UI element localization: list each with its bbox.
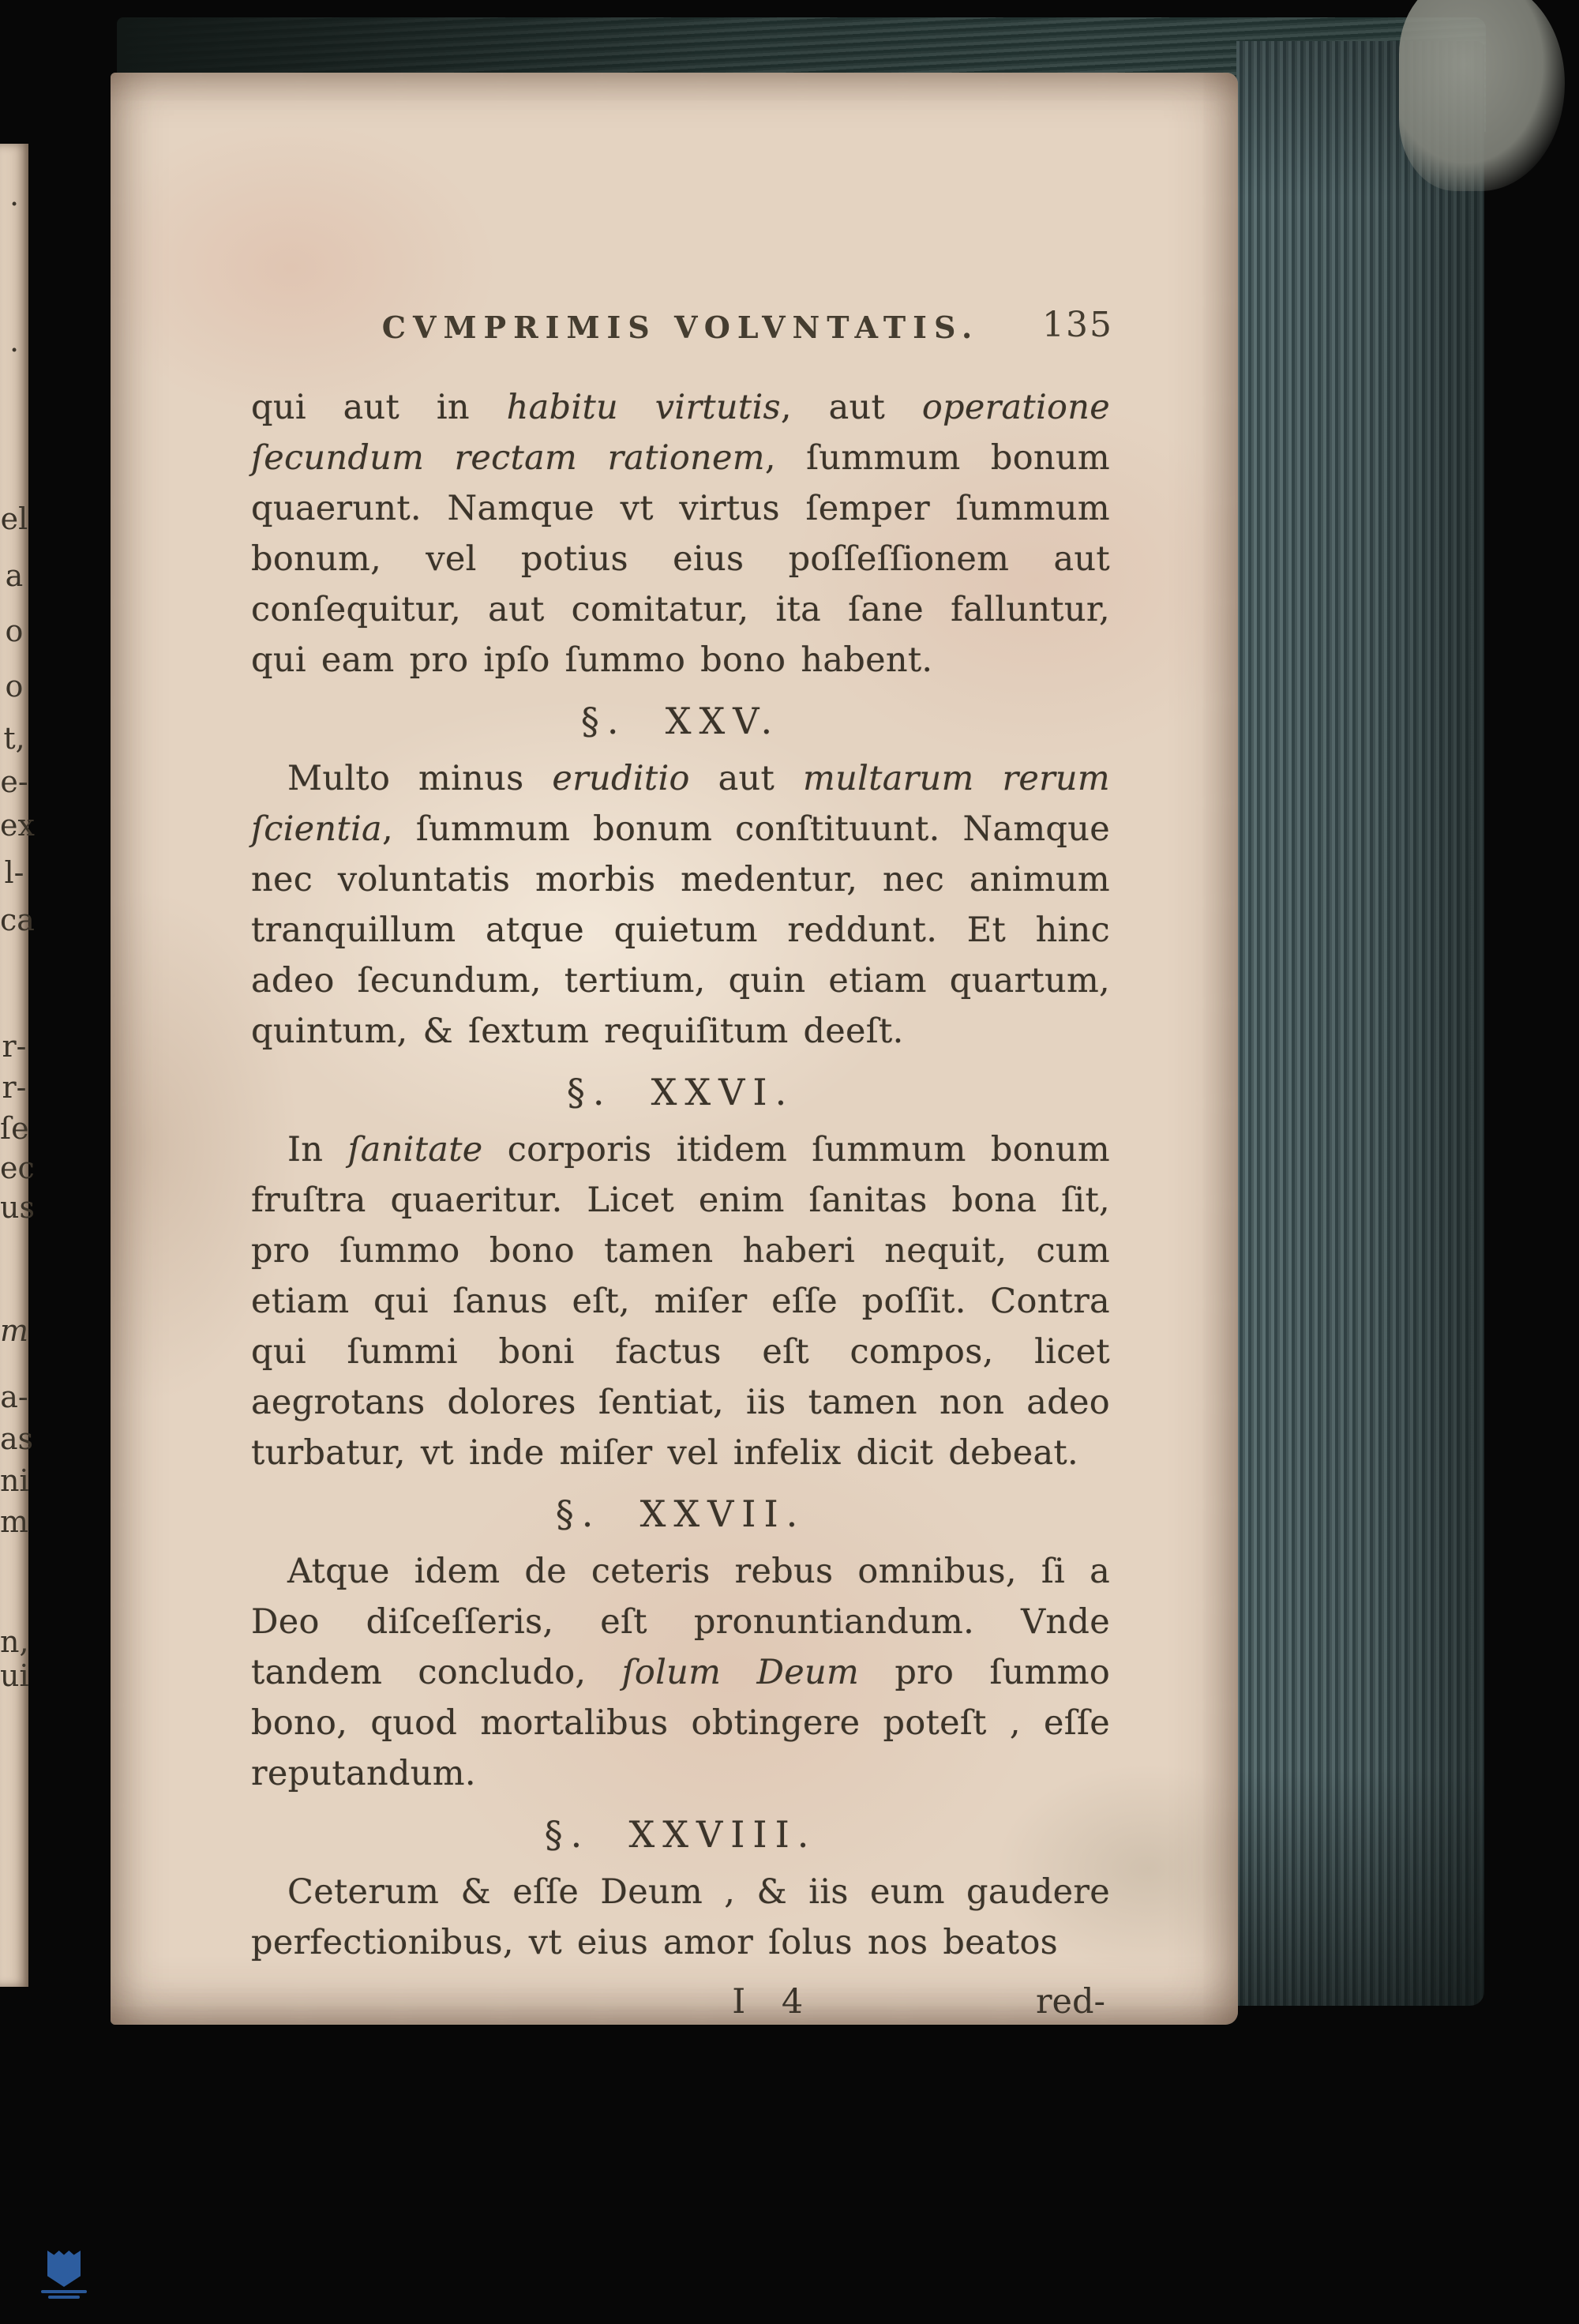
italic-text-segment: ſolum Deum xyxy=(621,1653,860,1692)
facing-page-text-fragment: o xyxy=(5,669,24,704)
paragraph xyxy=(251,382,1110,685)
cover-worn-corner xyxy=(1399,0,1565,191)
facing-page-text-fragment: ec xyxy=(0,1151,35,1185)
italic-text-segment: habitu virtutis xyxy=(506,388,781,427)
text-segment: pro ſummo bono, quod mortalibus obtingere poteſt , eſſe reputandum. xyxy=(251,1653,1111,1793)
text-segment: In xyxy=(287,1130,348,1170)
facing-page-text-fragment: ſe xyxy=(0,1111,29,1146)
signature-mark: I 4 xyxy=(732,1982,816,2022)
section-heading: §. XXVI. xyxy=(566,1071,795,1113)
facing-page-text-fragment: as xyxy=(0,1421,34,1456)
section-heading: §. XXVIII. xyxy=(544,1813,817,1856)
paragraph xyxy=(251,1867,1110,1968)
facing-page-text-fragment: us xyxy=(0,1190,35,1225)
text-segment: , ſummum bonum quaerunt. Namque vt virtus ſemper ſummum bonum, vel potius eius poſſeſſionem aut conſequitur, aut comitatur, ita ſane falluntur, qui eam pro ipſo ſummo bono habent. xyxy=(251,438,1110,680)
facing-page-sliver xyxy=(0,144,35,1987)
text-segment: qui aut in xyxy=(251,388,507,427)
facing-page-text-fragment: o xyxy=(5,614,24,648)
facing-page-text-fragment: . xyxy=(9,178,20,212)
text-segment: Multo minus xyxy=(287,759,553,798)
facing-page-text-fragment: e- xyxy=(0,764,28,799)
text-segment: corporis itidem ſummum bonum fruſtra quaeritur. Licet enim ſanitas bona ſit, pro ſummo bono tamen haberi nequit, cum etiam qui ſanus eſt, miſer eſſe poſſit. Contra qui ſummi boni factus eſt compos, licet aegrotans dolores ſentiat, iis tamen non adeo turbatur, vt inde miſer vel infelix dicit debeat. xyxy=(251,1130,1110,1473)
running-header xyxy=(251,305,1113,359)
text-segment: , aut xyxy=(780,388,922,427)
facing-page-text-fragment: l- xyxy=(4,855,24,890)
text-segment: Ceterum & eſſe Deum , & iis eum gaudere perfectionibus, vt eius amor ſolus nos beatos xyxy=(251,1872,1110,1962)
facing-page-text-fragment: r- xyxy=(2,1029,27,1064)
facing-page-text-fragment: ni xyxy=(0,1463,29,1498)
facing-page-text-fragment: ex xyxy=(0,808,35,843)
section-heading: §. XXV. xyxy=(580,700,781,742)
facing-page-text-fragment: m xyxy=(0,1313,29,1348)
facing-page-text-fragment: . xyxy=(9,324,20,359)
facing-page-text-fragment: m xyxy=(0,1504,29,1539)
running-header-title: CVMPRIMIS VOLVNTATIS. xyxy=(381,310,980,345)
facing-page-text-fragment: a xyxy=(5,558,24,593)
page-content xyxy=(251,382,1110,1968)
facing-page-text-fragment: t, xyxy=(3,721,25,756)
italic-text-segment: ſanitate xyxy=(347,1130,483,1170)
text-segment: aut xyxy=(689,759,804,798)
book-fore-edge xyxy=(1236,41,1484,2006)
facing-page-text-fragment: a- xyxy=(0,1380,28,1414)
facing-page-text-fragment: r- xyxy=(2,1070,27,1105)
facing-page-text-fragment: n, xyxy=(0,1624,29,1659)
paragraph xyxy=(251,1546,1110,1799)
stamp-text-lines xyxy=(33,2290,95,2299)
italic-text-segment: multarum rerum ſcientia xyxy=(251,759,1110,849)
catchword: red- xyxy=(1035,1982,1105,2022)
facing-page-text-fragment: ui xyxy=(0,1658,29,1693)
text-block xyxy=(251,305,1113,2033)
signature-row xyxy=(251,1982,1110,2033)
facing-page-text-fragment: ca xyxy=(0,903,35,937)
paragraph xyxy=(251,753,1110,1057)
text-segment: Atque idem de ceteris rebus omnibus, ſi a Deo diſceſſeris, eſt pronuntiandum. Vnde tandem concludo, xyxy=(251,1552,1110,1692)
page-number: 135 xyxy=(1042,305,1113,345)
facing-page-text-fragment: el xyxy=(0,501,28,536)
section-heading: §. XXVII. xyxy=(555,1492,806,1535)
text-segment: , ſummum bonum conſtituunt. Namque nec voluntatis morbis medentur, nec animum tranquillum atque quietum reddunt. Et hinc adeo ſecundum, tertium, quin etiam quartum, quintum, & ſextum requiſitum deeſt. xyxy=(251,809,1110,1051)
stamp-emblem-icon xyxy=(47,2251,81,2287)
library-stamp xyxy=(33,2251,95,2301)
book-page xyxy=(111,73,1238,2025)
italic-text-segment: eruditio xyxy=(552,759,690,798)
paragraph xyxy=(251,1124,1110,1478)
italic-text-segment: operatione ſecundum rectam rationem xyxy=(251,388,1110,478)
